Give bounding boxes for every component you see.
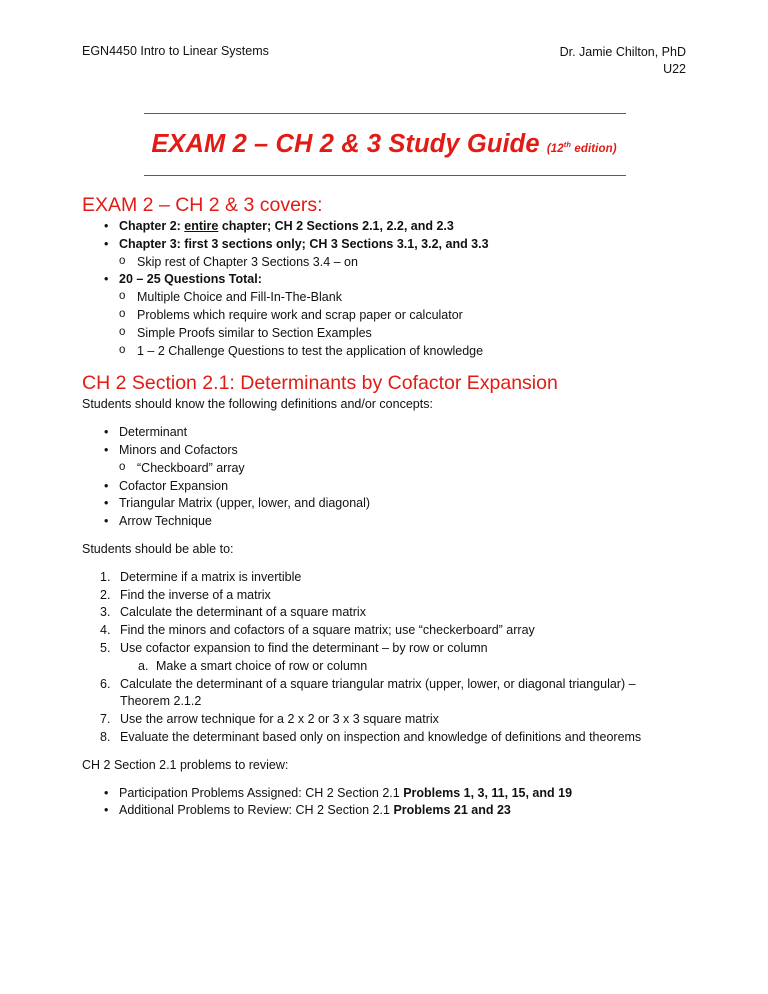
term-code: U22: [663, 62, 686, 76]
list-item: o Skip rest of Chapter 3 Sections 3.4 – on: [119, 254, 690, 272]
participation-label: Participation Problems Assigned: CH 2 Section 2.1: [119, 785, 404, 800]
edition-suffix: edition): [571, 143, 617, 155]
page-title: [0, 130, 768, 159]
list-item: o 1 – 2 Challenge Questions to test the application of knowledge: [119, 343, 690, 361]
title-main: EXAM 2 – CH 2 & 3 Study Guide: [151, 130, 540, 158]
covers-heading: EXAM 2 – CH 2 & 3 covers:: [82, 194, 323, 216]
list-item: • Triangular Matrix (upper, lower, and diagonal): [82, 495, 690, 513]
item-text: Calculate the determinant of a square triangular matrix (upper, lower, or diagonal triangular) –: [120, 676, 636, 691]
item-text: Find the minors and cofactors of a square matrix; use “checkerboard” array: [120, 623, 535, 638]
list-item: [82, 442, 690, 478]
list-item: o Problems which require work and scrap paper or calculator: [119, 307, 690, 325]
participation-problems: Problems 1, 3, 11, 15, and 19: [403, 785, 573, 800]
skill-sublist: [138, 658, 690, 676]
title-rule-bottom: [144, 175, 626, 176]
item-text: Calculate the determinant of a square matrix: [120, 605, 366, 620]
item-number: 8.: [100, 729, 111, 744]
edition-number: (12: [546, 143, 564, 155]
list-item: [100, 587, 690, 605]
list-item: o “Checkboard” array: [119, 460, 690, 478]
covers-list: [82, 218, 690, 360]
list-item: [100, 569, 690, 587]
item-number: 4.: [100, 623, 111, 638]
list-item: o Multiple Choice and Fill-In-The-Blank: [119, 289, 690, 307]
ch2-detail: chapter; CH 2 Sections 2.1, 2.2, and 2.3: [218, 219, 454, 233]
skills-list: [82, 569, 690, 747]
ch3-label: Chapter 3: first 3 sections only; CH 3 Sections 3.1, 3.2, and 3.3: [119, 236, 489, 251]
ch2-label: Chapter 2:: [119, 219, 185, 233]
concepts-intro: Students should know the following definitions and/or concepts:: [82, 397, 433, 412]
list-item: [82, 271, 690, 360]
list-item: [138, 658, 690, 676]
list-item: [100, 604, 690, 622]
instructor-name: Dr. Jamie Chilton, PhD: [559, 45, 686, 59]
edition-superscript: th: [563, 140, 572, 150]
ch2-entire: entire: [184, 219, 219, 233]
list-item: [82, 236, 690, 272]
title-rule-top: [144, 113, 626, 114]
item-number: 3.: [100, 605, 111, 620]
list-item: [82, 218, 690, 236]
item-number: 1.: [100, 569, 111, 584]
instructor-block: [560, 44, 686, 78]
question-total: 20 – 25 Questions Total:: [119, 272, 262, 287]
section-21-heading: CH 2 Section 2.1: Determinants by Cofactor Expansion: [82, 372, 558, 395]
concept-label: Minors and Cofactors: [119, 442, 238, 457]
item-number: 6.: [100, 676, 111, 691]
item-text: Determine if a matrix is invertible: [120, 569, 302, 584]
skills-intro: Students should be able to:: [82, 541, 234, 556]
list-item: [82, 785, 690, 803]
ch3-sublist: [82, 254, 690, 272]
list-item: [100, 640, 690, 676]
list-item: • Arrow Technique: [82, 513, 690, 531]
list-item: [100, 676, 690, 712]
list-item: o Simple Proofs similar to Section Examples: [119, 325, 690, 343]
title-edition: [546, 140, 617, 155]
review-intro: CH 2 Section 2.1 problems to review:: [82, 757, 289, 772]
review-list: [82, 785, 690, 821]
additional-problems: Problems 21 and 23: [393, 803, 511, 818]
item-number: 5.: [100, 640, 111, 655]
item-text-cont: Theorem 2.1.2: [120, 694, 202, 709]
main-content: [82, 192, 690, 820]
item-text: Use cofactor expansion to find the determinant – by row or column: [120, 640, 488, 655]
list-item: • Determinant: [82, 424, 690, 442]
list-item: [100, 729, 690, 747]
concepts-list: [82, 424, 690, 531]
list-item: [100, 622, 690, 640]
item-text: Make a smart choice of row or column: [156, 658, 368, 673]
item-letter: a.: [138, 658, 149, 673]
list-item: • Cofactor Expansion: [82, 478, 690, 496]
list-item: [82, 802, 690, 820]
additional-label: Additional Problems to Review: CH 2 Section 2.1: [119, 803, 394, 818]
item-text: Find the inverse of a matrix: [120, 587, 271, 602]
list-item: [100, 711, 690, 729]
question-types: [82, 289, 690, 360]
item-text: Evaluate the determinant based only on inspection and knowledge of definitions and theorems: [120, 729, 642, 744]
item-number: 7.: [100, 712, 111, 727]
concept-sublist: [82, 460, 690, 478]
course-name: EGN4450 Intro to Linear Systems: [82, 44, 269, 58]
item-text: Use the arrow technique for a 2 x 2 or 3 x 3 square matrix: [120, 712, 439, 727]
item-number: 2.: [100, 587, 111, 602]
